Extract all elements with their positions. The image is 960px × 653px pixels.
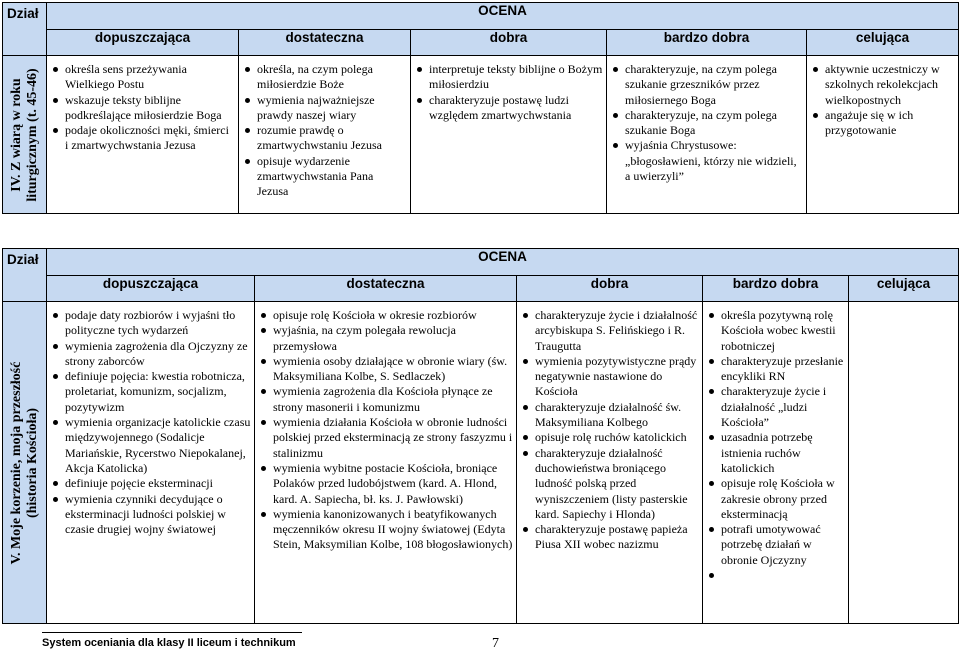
grade-header-5: celująca [807, 30, 959, 56]
criterion-item: interpretuje teksty biblijne o Bożym miłosierdziu [414, 62, 603, 93]
section-title-cell [3, 56, 47, 214]
criterion-item: rozumie prawdę o zmartwychwstaniu Jezusa [242, 123, 407, 154]
criterion-item: opisuje rolę Kościoła w okresie rozbiorów [258, 308, 513, 323]
section-title: V. Moje korzenie, moja przeszłość (historia Kościoła) [8, 361, 40, 564]
criterion-item: opisuje wydarzenie zmartwychwstania Pana Jezusa [242, 154, 407, 200]
grade-column-celujaca [849, 302, 959, 624]
criterion-item: charakteryzuje, na czym polega szukanie Boga [610, 108, 803, 139]
criterion-item: charakteryzuje działalność św. Maksymiliana Kolbego [520, 400, 699, 431]
criterion-item: angażuje się w ich przygotowanie [810, 108, 955, 139]
criterion-item: wymienia wybitne postacie Kościoła, broniące Polaków przed ludobójstwem (kard. A. Hlond, kard. A. Sapiecha, bł. ks. J. Pawłowski) [258, 461, 513, 507]
criterion-item: wymienia zagrożenia dla Kościoła płynące ze strony masonerii i komunizmu [258, 384, 513, 415]
grade-column-bardzo-dobra [703, 302, 849, 624]
criterion-item: definiuje pojęcie eksterminacji [50, 476, 251, 491]
criterion-item: wymienia zagrożenia dla Ojczyzny ze strony zaborców [50, 339, 251, 370]
grade-header-5: celująca [849, 276, 959, 302]
dzial-header: Dział [3, 3, 47, 56]
criterion-item: wyjaśnia Chrystusowe: „błogosławieni, którzy nie widzieli, a uwierzyli” [610, 138, 803, 184]
criterion-item: wymienia działania Kościoła w obronie ludności polskiej przed eksterminacją ze strony faszyzmu i stalinizmu [258, 415, 513, 461]
criterion-item: opisuje rolę Kościoła w zakresie obrony przed eksterminacją [706, 476, 845, 522]
criterion-item: wymienia pozytywistyczne prądy negatywnie nastawione do Kościoła [520, 354, 699, 400]
dzial-header: Dział [3, 249, 47, 302]
page-number: 7 [492, 636, 499, 651]
grade-header-2: dostateczna [239, 30, 411, 56]
grade-header-3: dobra [517, 276, 703, 302]
criterion-item: podaje daty rozbiorów i wyjaśni tło polityczne tych wydarzeń [50, 308, 251, 339]
grade-header-4: bardzo dobra [703, 276, 849, 302]
criterion-item: wyjaśnia, na czym polegała rewolucja przemysłowa [258, 323, 513, 354]
grade-column-dopuszczajaca [47, 302, 255, 624]
grade-header-1: dopuszczająca [47, 30, 239, 56]
footer-note: System oceniania dla klasy II liceum i technikum [42, 637, 296, 649]
grade-header-2: dostateczna [255, 276, 517, 302]
grade-column-dostateczna [255, 302, 517, 624]
criterion-item: wskazuje teksty biblijne podkreślające miłosierdzie Boga [50, 93, 235, 124]
grade-column-dobra [411, 56, 607, 214]
criterion-item: charakteryzuje postawę ludzi względem zmartwychwstania [414, 93, 603, 124]
ocena-header: OCENA [47, 3, 959, 30]
criterion-item: potrafi umotywować potrzebę działań w obronie Ojczyzny [706, 522, 845, 568]
criterion-item: określa sens przeżywania Wielkiego Postu [50, 62, 235, 93]
criterion-item: wymienia osoby działające w obronie wiary (św. Maksymiliana Kolbe, S. Sedlaczek) [258, 354, 513, 385]
grade-column-celujaca [807, 56, 959, 214]
criterion-item: charakteryzuje życie i działalność „ludzi Kościoła” [706, 384, 845, 430]
criterion-item: podaje okoliczności męki, śmierci i zmartwychwstania Jezusa [50, 123, 235, 154]
grade-column-dostateczna [239, 56, 411, 214]
footer-divider [42, 632, 302, 633]
grade-column-dobra [517, 302, 703, 624]
grade-header-4: bardzo dobra [607, 30, 807, 56]
criterion-item: wymienia kanonizowanych i beatyfikowanych męczenników okresu II wojny światowej (Edyta Stein, Maksymilian Kolbe, 108 błogosławionych) [258, 507, 513, 553]
grade-column-bardzo-dobra [607, 56, 807, 214]
grading-table-section-iv [2, 2, 959, 214]
section-title: IV. Z wiarą w roku liturgicznym (t. 45-46) [8, 67, 40, 202]
criterion-item: opisuje rolę ruchów katolickich [520, 430, 699, 445]
ocena-header: OCENA [47, 249, 959, 276]
section-title-cell [3, 302, 47, 624]
criterion-item: aktywnie uczestniczy w szkolnych rekolekcjach wielkopostnych [810, 62, 955, 108]
criterion-item: charakteryzuje, na czym polega szukanie grzeszników przez miłosiernego Boga [610, 62, 803, 108]
criterion-item: charakteryzuje życie i działalność arcybiskupa S. Felińskiego i R. Traugutta [520, 308, 699, 354]
grading-table-section-v [2, 248, 959, 624]
criterion-item: wymienia najważniejsze prawdy naszej wiary [242, 93, 407, 124]
grade-header-3: dobra [411, 30, 607, 56]
criterion-item: wymienia organizacje katolickie czasu międzywojennego (Sodalicje Mariańskie, Rycerstwo Niepokalanej, Akcja Katolicka) [50, 415, 251, 476]
criterion-item: uzasadnia potrzebę istnienia ruchów katolickich [706, 430, 845, 476]
criterion-item: charakteryzuje postawę papieża Piusa XII wobec nazizmu [520, 522, 699, 553]
criterion-item: charakteryzuje przesłanie encykliki RN [706, 354, 845, 385]
criterion-item: charakteryzuje działalność duchowieństwa broniącego ludność polską przed wyniszczeniem (listy pasterskie kard. Sapiechy i Hlonda) [520, 446, 699, 522]
grade-column-dopuszczajaca [47, 56, 239, 214]
grade-header-1: dopuszczająca [47, 276, 255, 302]
criterion-item: określa, na czym polega miłosierdzie Boże [242, 62, 407, 93]
criterion-item: określa pozytywną rolę Kościoła wobec kwestii robotniczej [706, 308, 845, 354]
criterion-item: definiuje pojęcia: kwestia robotnicza, proletariat, komunizm, socjalizm, pozytywizm [50, 369, 251, 415]
criterion-item: wymienia czynniki decydujące o eksterminacji ludności polskiej w czasie drugiej wojny światowej [50, 492, 251, 538]
